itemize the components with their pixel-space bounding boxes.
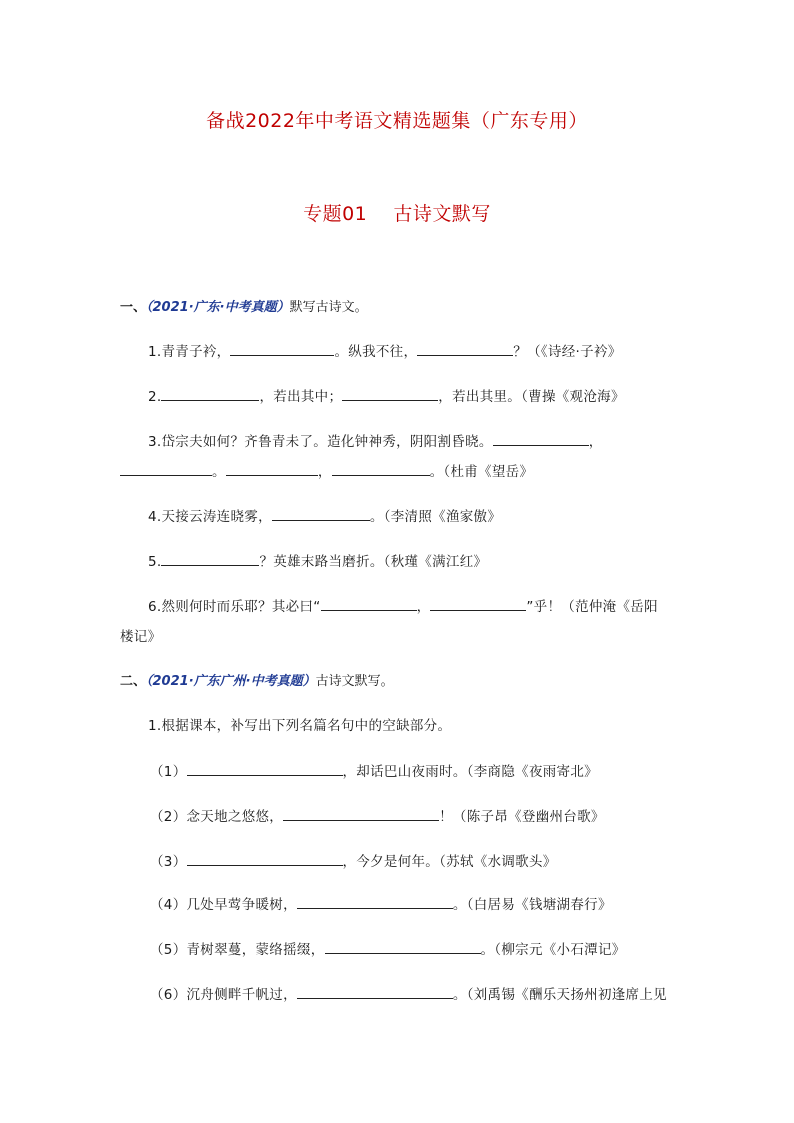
answer-blank[interactable] <box>272 508 370 521</box>
answer-blank[interactable] <box>321 598 417 611</box>
answer-blank[interactable] <box>161 553 259 566</box>
question-2-4: （4）几处早莺争暖树， 。（白居易《钱塘湖春行》 <box>150 897 612 913</box>
question-1-2: 2. ，若出其中； ，若出其里。（曹操《观沧海》 <box>148 389 625 405</box>
section-1-heading: 一、（2021·广东·中考真题）默写古诗文。 <box>120 300 368 315</box>
question-2-2: （2）念天地之悠悠， ！（陈子昂《登幽州台歌》 <box>150 809 605 825</box>
question-2-3: （3） ，今夕是何年。（苏轼《水调歌头》 <box>150 854 557 870</box>
question-2-5: （5）青树翠蔓，蒙络摇缀， 。（柳宗元《小石潭记》 <box>150 942 626 958</box>
answer-blank[interactable] <box>493 433 589 446</box>
answer-blank[interactable] <box>187 853 343 866</box>
answer-blank[interactable] <box>342 388 438 401</box>
question-1-6: 6.然则何时而乐耶？其必曰“ ， ”乎！（范仲淹《岳阳 <box>148 599 658 615</box>
answer-blank[interactable] <box>226 463 318 476</box>
answer-blank[interactable] <box>297 986 453 999</box>
answer-blank[interactable] <box>297 896 453 909</box>
document-title: 备战2022年中考语文精选题集（广东专用） <box>206 110 588 132</box>
question-2-1: （1） ，却话巴山夜雨时。（李商隐《夜雨寄北》 <box>150 764 598 780</box>
answer-blank[interactable] <box>187 763 343 776</box>
answer-blank[interactable] <box>161 388 259 401</box>
question-1-5: 5. ？英雄末路当磨折。（秋瑾《满江红》 <box>148 554 488 570</box>
question-1-4: 4.天接云涛连晓雾， 。（李清照《渔家傲》 <box>148 509 502 525</box>
answer-blank[interactable] <box>417 343 513 356</box>
question-2-6: （6）沉舟侧畔千帆过， 。（刘禹锡《酬乐天扬州初逢席上见 <box>150 987 667 1003</box>
answer-blank[interactable] <box>332 463 430 476</box>
question-1-3-cont: 。 ， 。（杜甫《望岳》 <box>120 460 533 480</box>
answer-blank[interactable] <box>325 941 481 954</box>
answer-blank[interactable] <box>120 463 212 476</box>
topic-title: 专题01 古诗文默写 <box>303 203 491 225</box>
question-2-intro: 1.根据课本，补写出下列名篇名句中的空缺部分。 <box>148 718 452 734</box>
section-2-source: （2021·广东广州·中考真题） <box>146 674 316 689</box>
question-1-3: 3.岱宗夫如何？齐鲁青未了。造化钟神秀，阴阳割昏晓。 ， <box>148 434 603 450</box>
section-1-source: （2021·广东·中考真题） <box>146 300 290 315</box>
answer-blank[interactable] <box>283 808 439 821</box>
answer-blank[interactable] <box>230 343 334 356</box>
question-1-6-cont: 楼记》 <box>120 629 162 645</box>
question-1-1: 1.青青子衿， 。纵我不往， ？（《诗经·子衿》 <box>148 344 622 360</box>
section-2-heading: 二、（2021·广东广州·中考真题）古诗文默写。 <box>120 674 394 689</box>
answer-blank[interactable] <box>430 598 526 611</box>
